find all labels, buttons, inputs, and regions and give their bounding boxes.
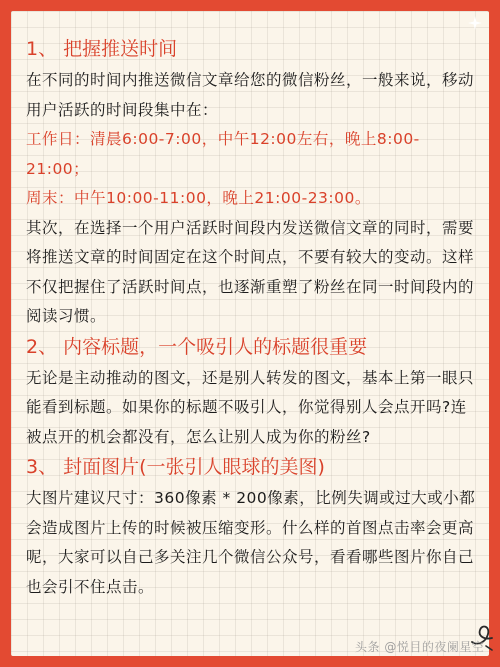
section1-intro: 在不同的时间内推送微信文章给您的微信粉丝，一般来说，移动用户活跃的时间段集中在： [26,71,475,119]
section1-heading: 1、 把握推送时间 [26,38,178,60]
section1-weekend: 周末：中午10:00-11:00，晚上21:00-23:00。 [26,189,371,207]
section2-body: 无论是主动推动的图文，还是别人转发的图文，基本上第一眼只能看到标题。如果你的标题不吸引人，你觉得别人会点开吗?连被点开的机会都没有，怎么让别人成为你的粉丝? [26,368,475,446]
section3-body: 大图片建议尺寸：360像素 * 200像素，比例失调或过大或小都会造成图片上传的时候被压缩变形。什么样的首图点击率会更高呢，大家可以自己多关注几个微信公众号，看看哪些图片你自己也会引不住点击。 [26,489,476,596]
section1-body: 其次，在选择一个用户活跃时间段内发送微信文章的同时，需要将推送文章的时间固定在这个时间点，不要有较大的变动。这样不仅把握住了活跃时间点，也逐渐重塑了粉丝在同一时间段内的阅读习惯。 [26,218,475,325]
star-icon [468,16,482,30]
article-body [26,36,478,602]
section3-heading: 3、 封面图片(一张引人眼球的美图) [26,456,325,478]
section2-heading: 2、 内容标题，一个吸引人的标题很重要 [26,335,368,358]
watermark: 头条 @悦目的夜阑星空 [355,640,485,654]
section1-workday: 工作日：清晨6:00-7:00，中午12:00左右，晚上8:00-21:00； [26,130,420,178]
